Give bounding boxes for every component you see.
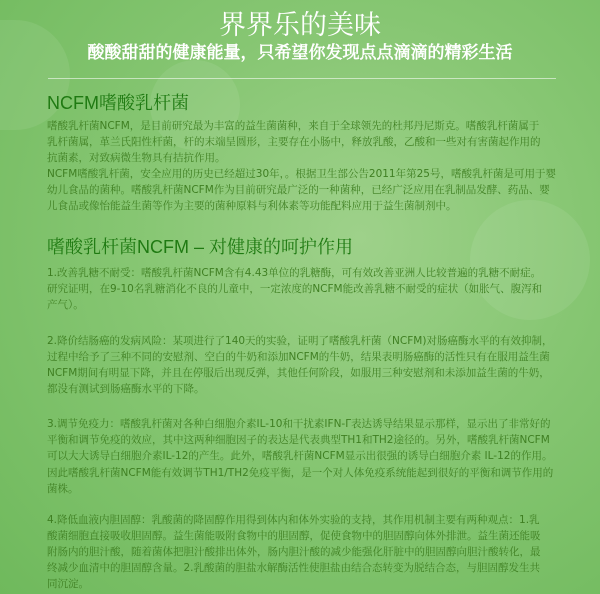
text-line: 幼儿食品的菌种。嗜酸乳杆菌NCFM作为目前研究最广泛的一种菌种，已经广泛应用在乳制品发酵、药品、婴	[47, 184, 550, 197]
text-line: 菌株。	[47, 482, 79, 495]
health-item-4	[47, 512, 557, 592]
text-line: NCFM嗜酸乳杆菌，安全应用的历史已经超过30年，。根据卫生部公告2011年第25号，嗜酸乳杆菌是可用于婴	[47, 168, 556, 181]
section-heading-ncfm: NCFM嗜酸乳杆菌	[47, 93, 189, 113]
text-line: 产气）。	[47, 298, 84, 311]
text-line: 抗菌素，对致病微生物具有拮抗作用。	[47, 152, 226, 165]
text-line: 儿食品或像怡能益生菌等作为主要的菌种原料与利体素等功能配料应用于益生菌制剂中。	[47, 200, 457, 213]
text-line: 2.降价结肠癌的发病风险：某项进行了140天的实验，证明了嗜酸乳杆菌（NCFM)对肠癌酶水平的有效抑制，	[47, 334, 553, 347]
health-item-2	[47, 333, 557, 397]
health-item-1	[47, 265, 557, 313]
text-line: 终减少血清中的胆固醇含量。2.乳酸菌的胆盐水解酶活性使胆盐由结合态转变为脱结合态，与胆固醇发生共	[47, 561, 541, 574]
health-item-3	[47, 416, 557, 496]
text-line: NCFM期间有明显下降，并且在停服后出现反弹，其他任何阶段，如服用三种安慰剂和未添加益生菌的牛奶，	[47, 367, 550, 380]
text-line: 附肠内的胆汁酸，随着菌体把胆汁酸排出体外，肠内胆汁酸的减少能强化肝脏中的胆固醇向胆汁酸转化，最	[47, 545, 541, 558]
divider	[48, 78, 556, 79]
text-line: 平衡和调节免疫的效应，其中这两种细胞因子的表达是代表典型TH1和TH2途径的。另外，嗜酸乳杆菌NCFM	[47, 434, 550, 447]
text-line: 过程中给予了三种不同的安慰剂、空白的牛奶和添加NCFM的牛奶，结果表明肠癌酶的活性只有在服用益生菌	[47, 350, 550, 363]
page-subtitle: 酸酸甜甜的健康能量，只希望你发现点点滴滴的精彩生活	[87, 43, 513, 63]
text-line: 4.降低血液内胆固醇：乳酸菌的降固醇作用得到体内和体外实验的支持，其作用机制主要有两种观点：1.乳	[47, 513, 540, 526]
section-paragraph-ncfm	[47, 118, 557, 215]
text-line: 同沉淀。	[47, 578, 89, 591]
section-heading-health: 嗜酸乳杆菌NCFM – 对健康的呵护作用	[47, 236, 353, 257]
text-line: 都没有测试到肠癌酶水平的下降。	[47, 383, 205, 396]
text-line: 3.调节免疫力：嗜酸乳杆菌对各种白细胞介素IL-10和干扰素IFN-Γ表达诱导结果显示那样，显示出了非常好的	[47, 418, 551, 431]
text-line: 因此嗜酸乳杆菌NCFM能有效调节TH1/TH2免疫平衡，是一个对人体免疫系统能起到很好的平衡和调节作用的	[47, 466, 554, 479]
text-line: 嗜酸乳杆菌NCFM，是目前研究最为丰富的益生菌菌种，来自于全球领先的杜邦丹尼斯克。嗜酸乳杆菌属于	[47, 120, 540, 132]
page-title: 界界乐的美味	[219, 10, 381, 41]
text-line: 研究证明，在9-10名乳糖消化不良的儿童中，一定浓度的NCFM能改善乳糖不耐受的症状（如胀气、腹泻和	[47, 282, 543, 295]
text-line: 可以大大诱导白细胞介素IL-12的产生。此外，嗜酸乳杆菌NCFM显示出很强的诱导白细胞介素 IL-12的作用。	[47, 450, 553, 463]
text-line: 酸菌细胞直接吸收胆固醇。益生菌能吸附食物中的胆固醇，促使食物中的胆固醇向体外排泄。益生菌还能吸	[47, 529, 541, 542]
text-line: 1.改善乳糖不耐受：嗜酸乳杆菌NCFM含有4.43单位的乳糖酶，可有效改善亚洲人比较普遍的乳糖不耐症。	[47, 266, 542, 279]
text-line: 乳杆菌属，革兰氏阳性杆菌，杆的末端呈圆形，主要存在小肠中，释放乳酸，乙酸和一些对有害菌起作用的	[47, 136, 541, 149]
